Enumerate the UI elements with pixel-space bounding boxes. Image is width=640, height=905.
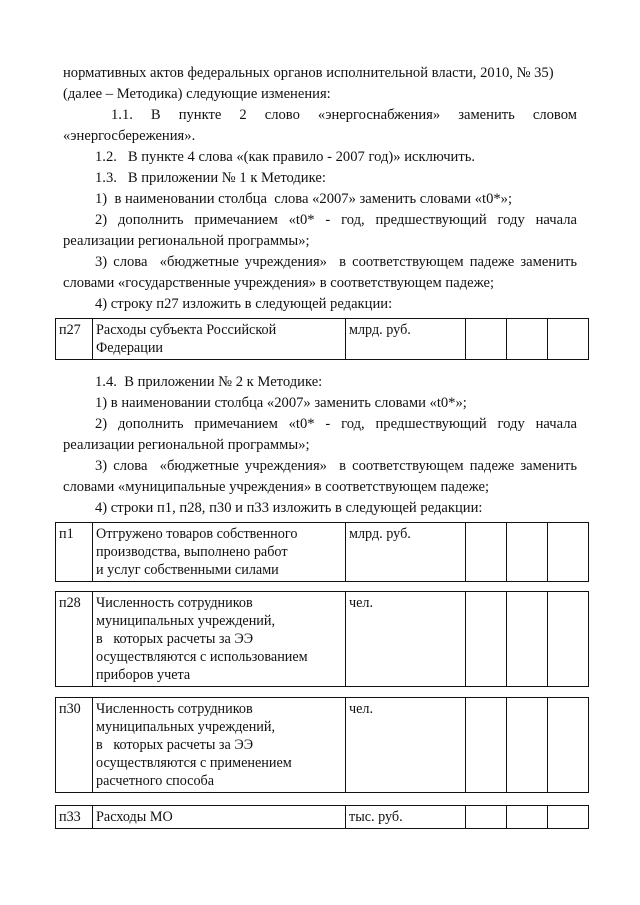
row-code: п27 bbox=[56, 319, 93, 360]
empty-cell bbox=[507, 806, 548, 829]
item-1-4-sub-2-line-1: 2) дополнить примечанием «t0* - год, предшествующий году начала bbox=[95, 416, 577, 432]
row-code: п1 bbox=[56, 523, 93, 582]
item-1-4-sub-2-line-2: реализации региональной программы»; bbox=[63, 437, 310, 453]
row-unit: чел. bbox=[346, 592, 466, 687]
item-1-4-sub-3-line-1: 3) слова «бюджетные учреждения» в соответствующем падеже заменить bbox=[95, 458, 577, 474]
item-1-3-sub-2-line-2: реализации региональной программы»; bbox=[63, 233, 310, 249]
table-row-p30 bbox=[55, 697, 589, 793]
row-name: Отгружено товаров собственного производства, выполнено работ и услуг собственными силами bbox=[93, 523, 346, 582]
intro-line-2: (далее – Методика) следующие изменения: bbox=[63, 86, 331, 102]
row-code: п33 bbox=[56, 806, 93, 829]
row-unit: чел. bbox=[346, 698, 466, 793]
empty-cell bbox=[466, 523, 507, 582]
empty-cell bbox=[466, 806, 507, 829]
empty-cell bbox=[466, 592, 507, 687]
item-1-3-sub-3-line-1: 3) слова «бюджетные учреждения» в соответствующем падеже заменить bbox=[95, 254, 577, 270]
item-1-2: 1.2. В пункте 4 слова «(как правило - 2007 год)» исключить. bbox=[95, 149, 476, 165]
item-1-3-sub-3-line-2: словами «государственные учреждения» в соответствующем падеже; bbox=[63, 275, 495, 291]
row-name: Численность сотрудников муниципальных учреждений, в которых расчеты за ЭЭ осуществляются с применением расчетного способа bbox=[93, 698, 346, 793]
row-name: Расходы субъекта Российской Федерации bbox=[93, 319, 346, 360]
empty-cell bbox=[548, 523, 589, 582]
row-code: п28 bbox=[56, 592, 93, 687]
item-1-1-line-2: «энергосбережения». bbox=[63, 128, 196, 144]
item-1-3-sub-1: 1) в наименовании столбца слова «2007» заменить словами «t0*»; bbox=[95, 191, 513, 207]
empty-cell bbox=[507, 319, 548, 360]
empty-cell bbox=[507, 592, 548, 687]
item-1-4-sub-1: 1) в наименовании столбца «2007» заменить словами «t0*»; bbox=[95, 395, 467, 411]
item-1-4-sub-4: 4) строки п1, п28, п30 и п33 изложить в следующей редакции: bbox=[95, 500, 483, 516]
item-1-3-sub-2-line-1: 2) дополнить примечанием «t0* - год, предшествующий году начала bbox=[95, 212, 577, 228]
row-code: п30 bbox=[56, 698, 93, 793]
row-unit: млрд. руб. bbox=[346, 319, 466, 360]
table-row-p33 bbox=[55, 805, 589, 829]
table-row-p1 bbox=[55, 522, 589, 582]
table-row-p27 bbox=[55, 318, 589, 360]
item-1-3-sub-4: 4) строку п27 изложить в следующей редакции: bbox=[95, 296, 393, 312]
empty-cell bbox=[466, 698, 507, 793]
item-1-1-line-1: 1.1. В пункте 2 слово «энергоснабжения» заменить словом bbox=[111, 107, 577, 123]
intro-line-1: нормативных актов федеральных органов исполнительной власти, 2010, № 35) bbox=[63, 65, 554, 81]
row-unit: тыс. руб. bbox=[346, 806, 466, 829]
item-1-4-title: 1.4. В приложении № 2 к Методике: bbox=[95, 374, 323, 390]
row-name: Расходы МО bbox=[93, 806, 346, 829]
empty-cell bbox=[548, 698, 589, 793]
empty-cell bbox=[507, 523, 548, 582]
row-name: Численность сотрудников муниципальных учреждений, в которых расчеты за ЭЭ осуществляются с использованием приборов учета bbox=[93, 592, 346, 687]
item-1-3-title: 1.3. В приложении № 1 к Методике: bbox=[95, 170, 326, 186]
empty-cell bbox=[466, 319, 507, 360]
empty-cell bbox=[548, 806, 589, 829]
empty-cell bbox=[548, 592, 589, 687]
table-row-p28 bbox=[55, 591, 589, 687]
item-1-4-sub-3-line-2: словами «муниципальные учреждения» в соответствующем падеже; bbox=[63, 479, 490, 495]
empty-cell bbox=[507, 698, 548, 793]
empty-cell bbox=[548, 319, 589, 360]
row-unit: млрд. руб. bbox=[346, 523, 466, 582]
